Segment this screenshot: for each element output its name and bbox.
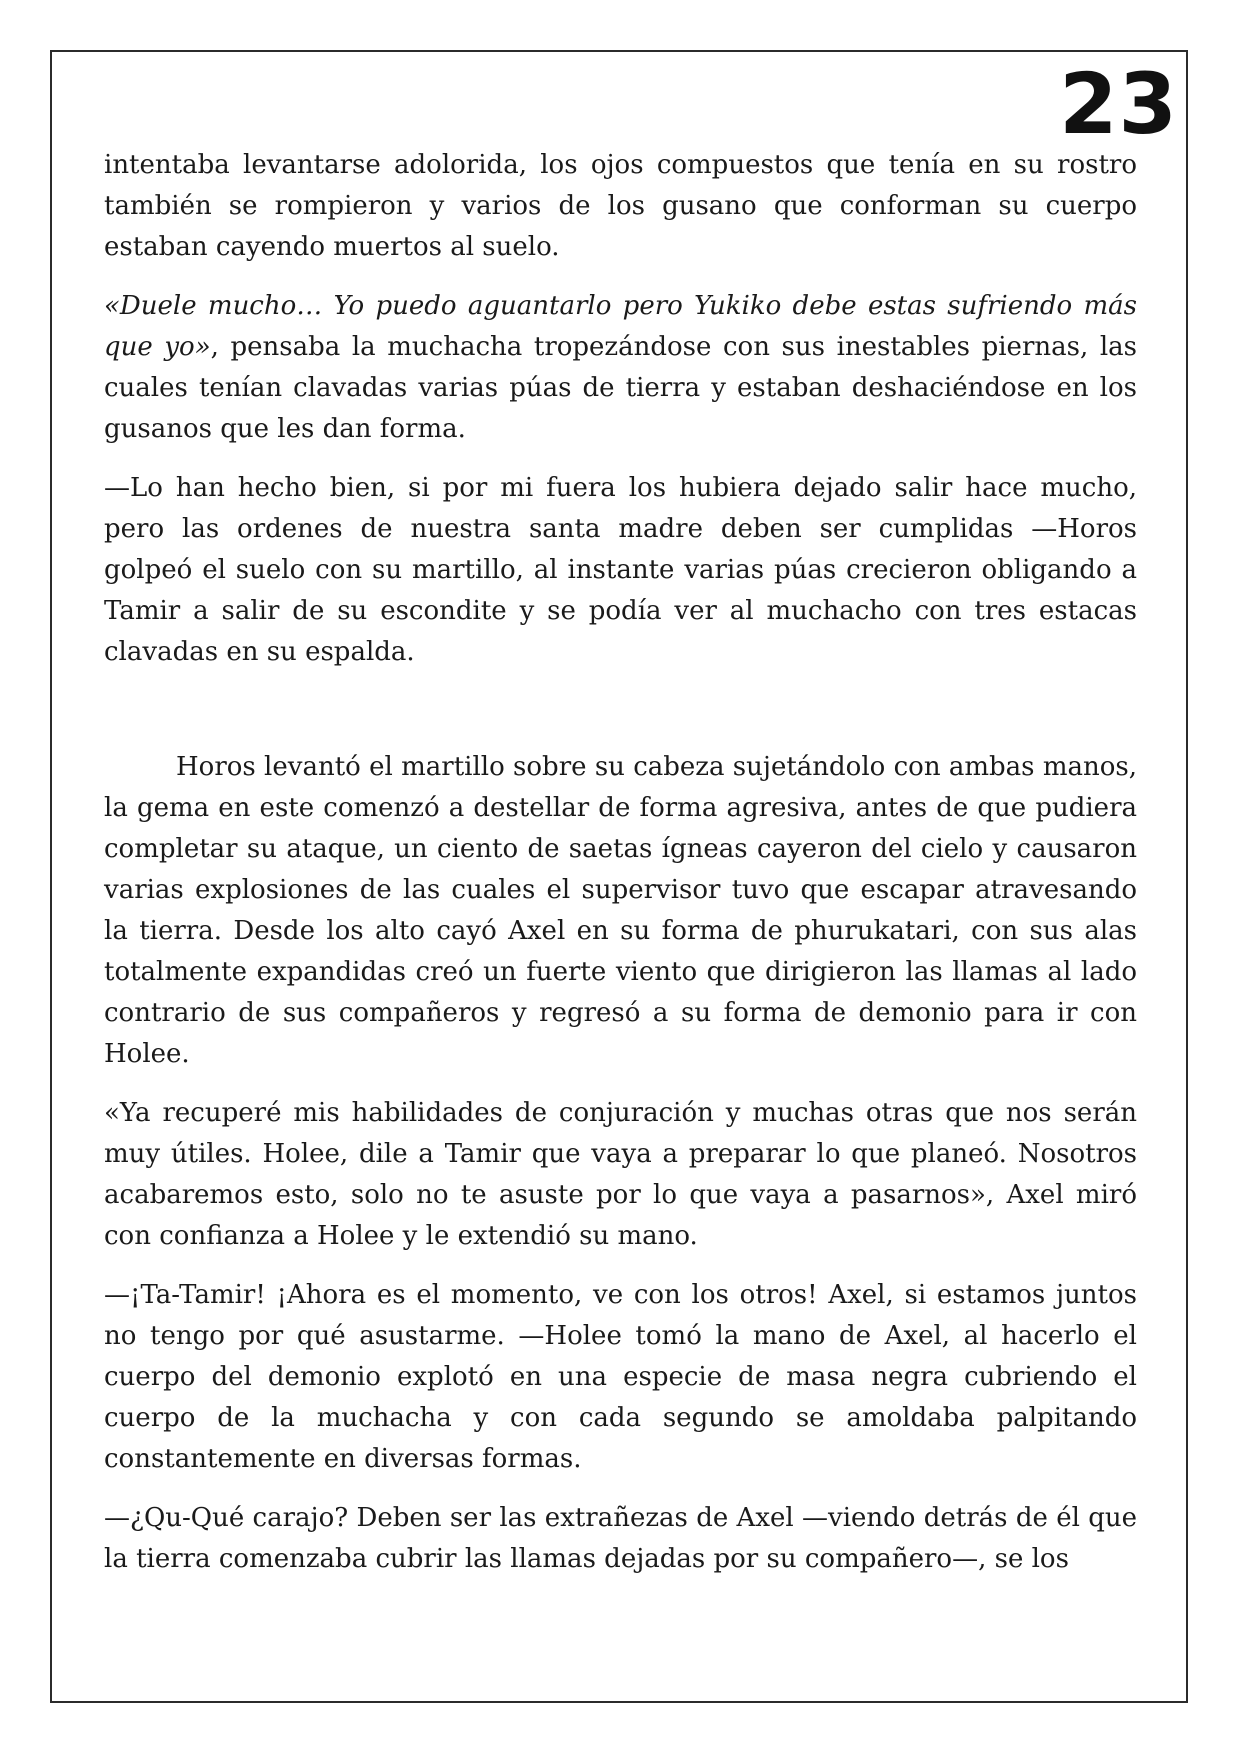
paragraph-3: —Lo han hecho bien, si por mi fuera los hubiera dejado salir hace mucho, pero las ordenes de nuestra santa madre deben ser cumplidas —Horos golpeó el suelo con su martillo, al instante varias púas crecieron obligando a Tamir a salir de su escondite y se podía ver al muchacho con tres estacas clavadas en su espalda. — [104, 473, 1137, 667]
paragraph-4: Horos levantó el martillo sobre su cabeza sujetándolo con ambas manos, la gema en este comenzó a destellar de forma agresiva, antes de que pudiera completar su ataque, un ciento de saetas ígneas cayeron del cielo y causaron varias explosiones de las cuales el supervisor tuvo que escapar atravesando la tierra. Desde los alto cayó Axel en su forma de phurukatari, con sus alas totalmente expandidas creó un fuerte viento que dirigieron las llamas al lado contrario de sus compañeros y regresó a su forma de demonio para ir con Holee. — [104, 752, 1137, 1069]
page-number: 23 — [1059, 55, 1178, 153]
paragraph-2 — [104, 286, 1137, 450]
paragraph-2-thought: «Duele mucho… Yo puedo aguantarlo pero Yukiko debe estas sufriendo más que yo» — [104, 291, 1137, 362]
paragraph-6: —¡Ta-Tamir! ¡Ahora es el momento, ve con los otros! Axel, si estamos juntos no tengo por qué asustarme. —Holee tomó la mano de Axel, al hacerlo el cuerpo del demonio explotó en una especie de masa negra cubriendo el cuerpo de la muchacha y con cada segundo se amoldaba palpitando constantemente en diversas formas. — [104, 1280, 1137, 1474]
paragraph-2-rest: , pensaba la muchacha tropezándose con sus inestables piernas, las cuales tenían clavadas varias púas de tierra y estaban deshaciéndose en los gusanos que les dan forma. — [104, 332, 1137, 444]
body-text — [104, 145, 1137, 1598]
paragraph-1: intentaba levantarse adolorida, los ojos compuestos que tenía en su rostro también se rompieron y varios de los gusano que conforman su cuerpo estaban cayendo muertos al suelo. — [104, 150, 1137, 262]
paragraph-7: —¿Qu-Qué carajo? Deben ser las extrañezas de Axel —viendo detrás de él que la tierra comenzaba cubrir las llamas dejadas por su compañero—, se los — [104, 1503, 1137, 1574]
paragraph-5: «Ya recuperé mis habilidades de conjuración y muchas otras que nos serán muy útiles. Holee, dile a Tamir que vaya a preparar lo que planeó. Nosotros acabaremos esto, solo no te asuste por lo que vaya a pasarnos», Axel miró con confianza a Holee y le extendió su mano. — [104, 1098, 1137, 1251]
